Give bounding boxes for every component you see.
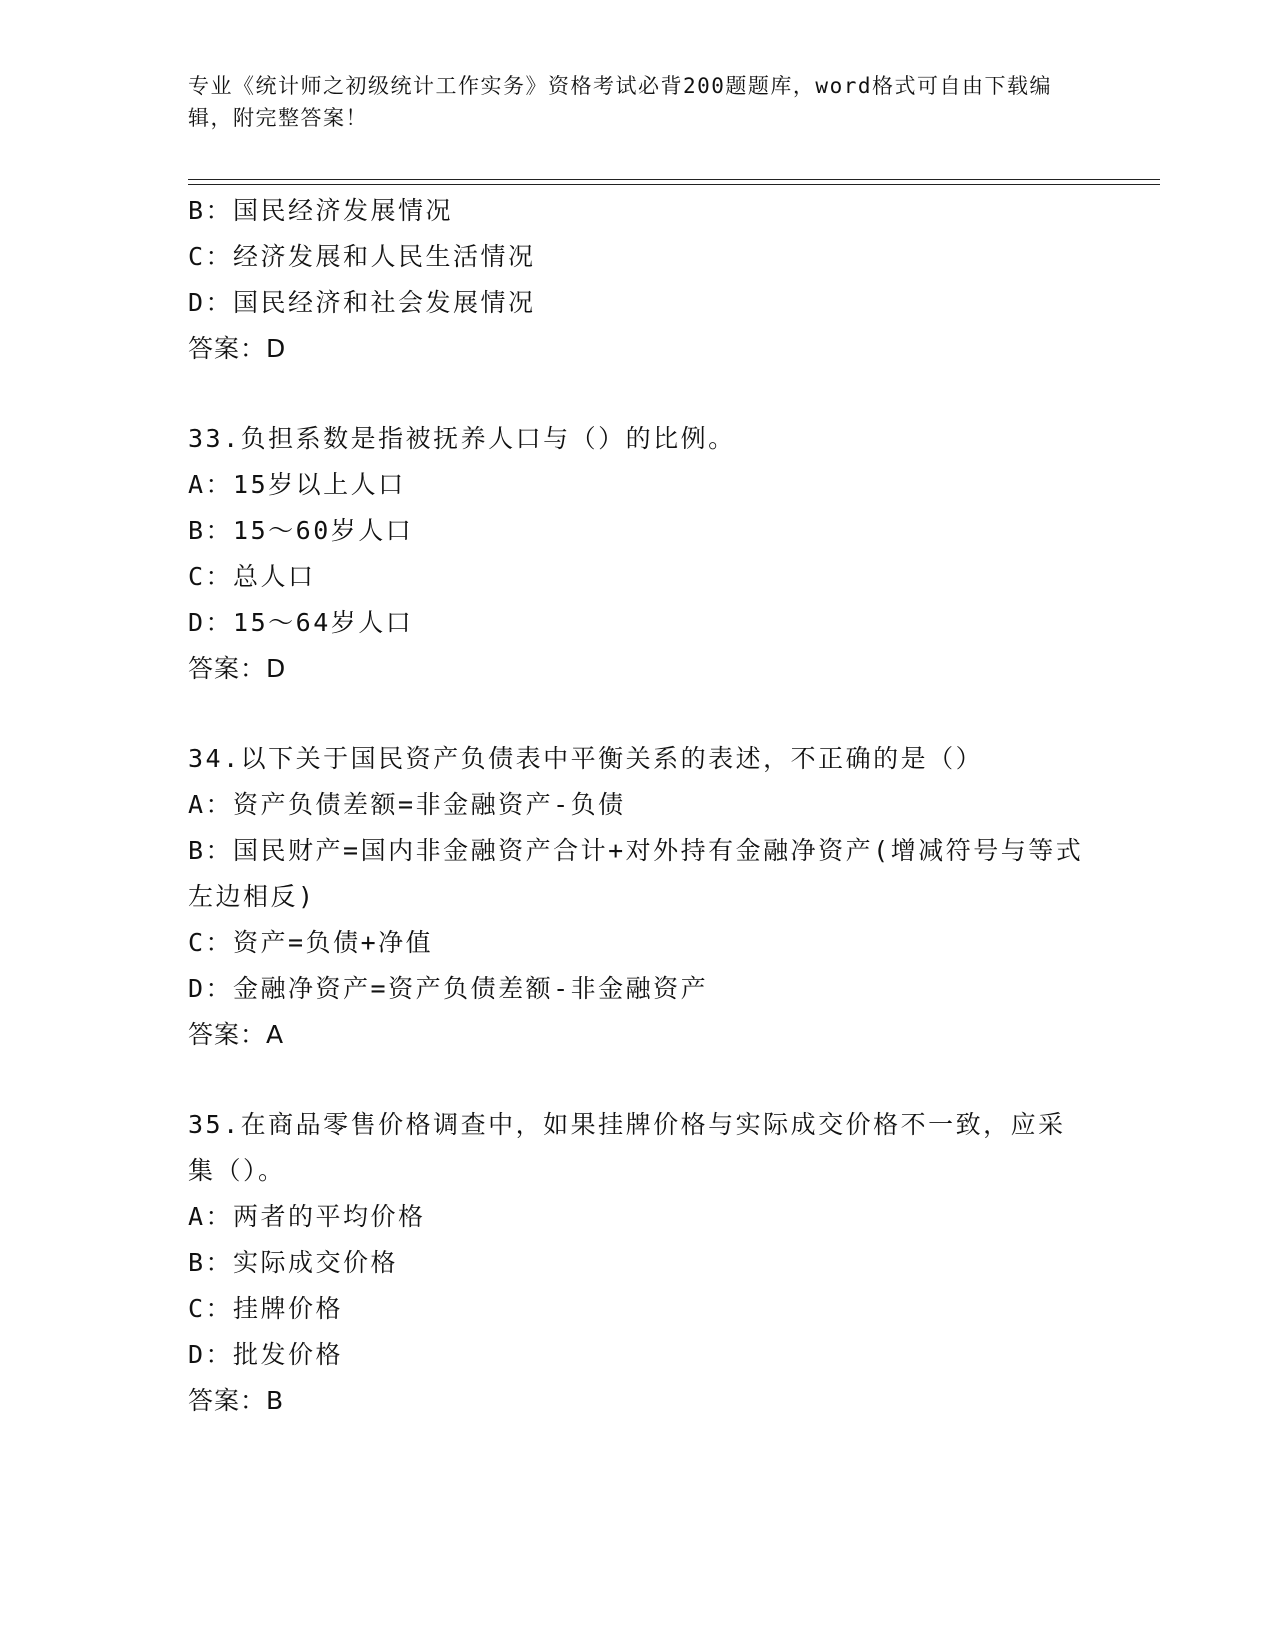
option-b: B：国民财产=国内非金融资产合计+对外持有金融净资产(增减符号与等式左边相反) [188, 836, 1084, 911]
question-35-block [188, 1102, 1088, 1424]
spacer [188, 1058, 1088, 1102]
answer-line: 答案：D [188, 654, 287, 683]
option-d: D：批发价格 [188, 1340, 344, 1369]
answer-line: 答案：D [188, 334, 287, 363]
question-34-block [188, 736, 1088, 1058]
option-b: B：国民经济发展情况 [188, 196, 454, 225]
option-a: A：资产负债差额=非金融资产-负债 [188, 790, 626, 819]
prev-question-block [188, 188, 1088, 372]
option-d: D：国民经济和社会发展情况 [188, 288, 536, 317]
question-33-text: 33.负担系数是指被抚养人口与（）的比例。 [188, 424, 736, 453]
option-b: B：15～60岁人口 [188, 516, 414, 545]
answer-line: 答案：B [188, 1386, 285, 1415]
option-c: C：经济发展和人民生活情况 [188, 242, 536, 271]
document-header: 专业《统计师之初级统计工作实务》资格考试必背200题题库，word格式可自由下载编辑，附完整答案！ [188, 74, 1052, 130]
question-35-text: 35.在商品零售价格调查中，如果挂牌价格与实际成交价格不一致，应采集（）。 [188, 1110, 1066, 1185]
option-c: C：资产=负债+净值 [188, 928, 434, 957]
question-33-block [188, 416, 1088, 692]
option-c: C：总人口 [188, 562, 316, 591]
option-c: C：挂牌价格 [188, 1294, 344, 1323]
question-34-text: 34.以下关于国民资产负债表中平衡关系的表述，不正确的是（） [188, 744, 984, 773]
header-divider-bottom [188, 184, 1160, 185]
option-a: A：两者的平均价格 [188, 1202, 426, 1231]
spacer [188, 692, 1088, 736]
option-d: D：金融净资产=资产负债差额-非金融资产 [188, 974, 709, 1003]
answer-line: 答案：A [188, 1020, 285, 1049]
header-divider-top [188, 179, 1160, 180]
spacer [188, 372, 1088, 416]
question-content [188, 188, 1088, 1424]
option-b: B：实际成交价格 [188, 1248, 399, 1277]
option-d: D：15～64岁人口 [188, 608, 414, 637]
option-a: A：15岁以上人口 [188, 470, 406, 499]
